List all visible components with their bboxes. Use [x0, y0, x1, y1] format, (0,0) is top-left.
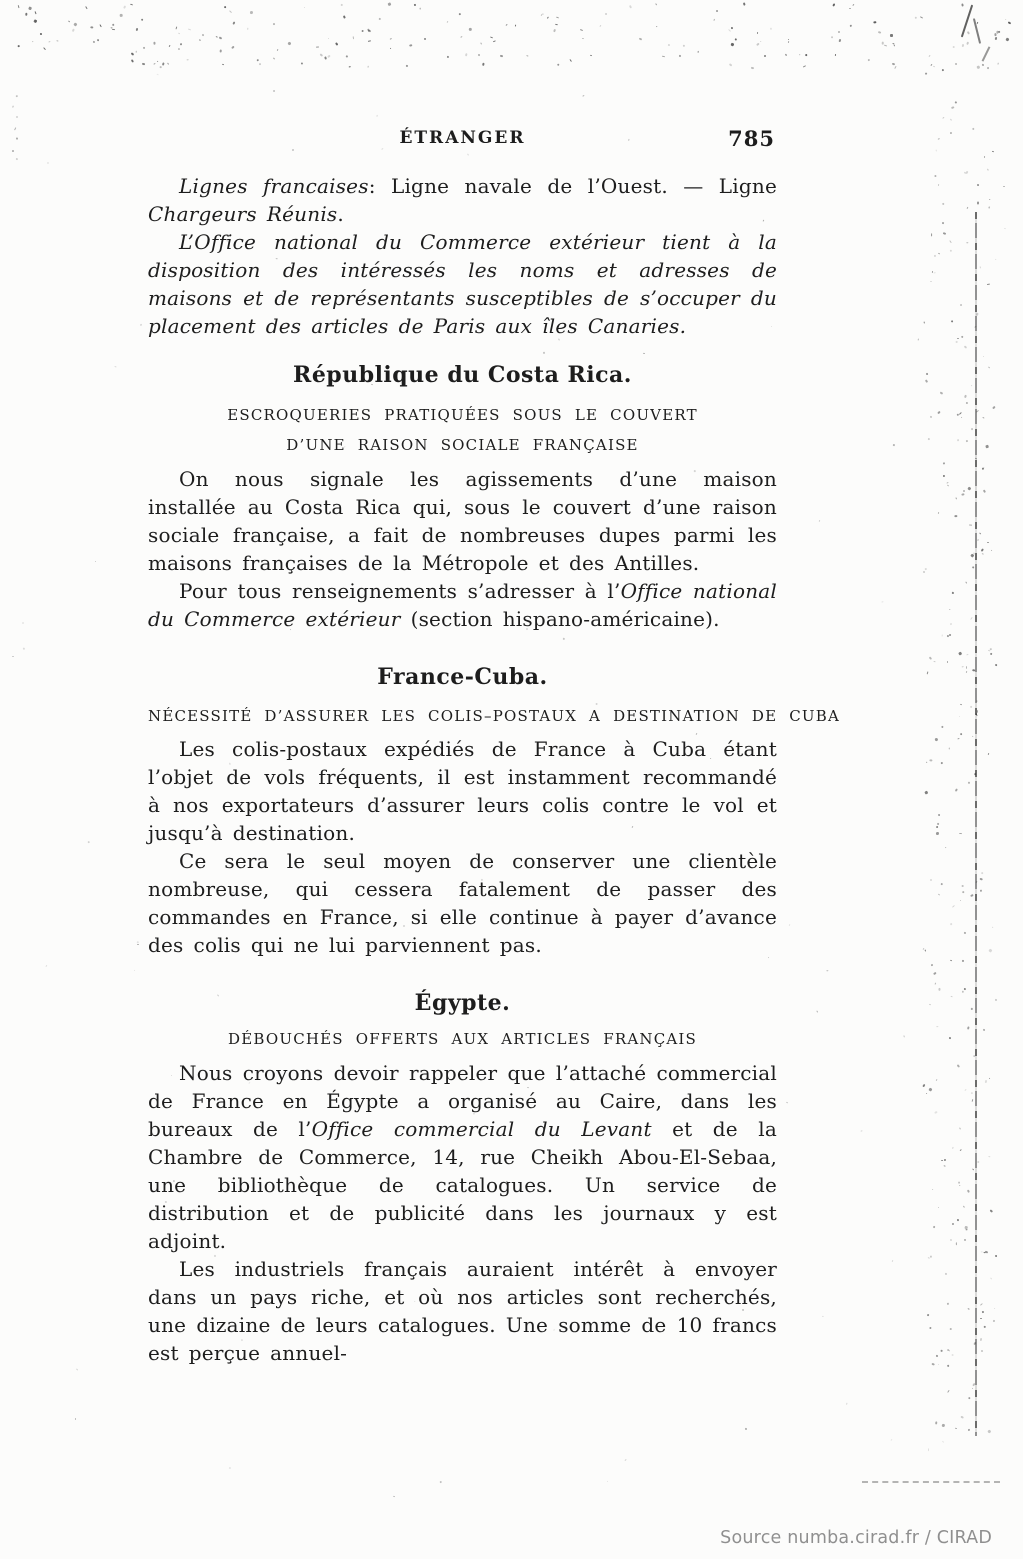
subheading-escroqueries-1: ESCROQUERIES PRATIQUÉES SOUS LE COUVERT [227, 406, 698, 424]
page-body [148, 172, 841, 1367]
scan-dashed-mark [862, 1481, 1000, 1483]
heading-costa-rica: République du Costa Rica. [293, 362, 632, 388]
running-head [148, 126, 777, 152]
scan-corner-mark [973, 18, 981, 44]
source-watermark: Source numba.cirad.fr / CIRAD [720, 1528, 992, 1548]
running-title: ÉTRANGER [399, 128, 526, 148]
subheading-escroqueries-2: D’UNE RAISON SOCIALE FRANÇAISE [286, 436, 639, 454]
heading-egypte: Égypte. [414, 990, 511, 1016]
para-les-industriels: Les industriels français auraient intérêt à envoyer dans un pays riche, et où nos articles sont recherchés, une dizaine de leurs catalogues. Une somme de 10 francs est perçue annuel- [148, 1257, 777, 1365]
scan-corner-mark [961, 5, 973, 38]
para-nous-croyons: Nous croyons devoir rappeler que l’attaché commercial de France en Égypte a organisé au Caire, dans les bureaux de l’Office commercial du Levant et de la Chambre de Commerce, 14, rue Cheikh Abou-El-Sebaa, une bibliothèque de catalogues. Un service de distribution et de publicité dans les journaux y est adjoint. [148, 1061, 777, 1253]
para-on-nous-signale: On nous signale les agissements d’une maison installée au Costa Rica qui, sous le couvert d’une raison sociale française, a fait de nombreuses dupes parmi les maisons françaises de la Métropole et des Antilles. [148, 467, 777, 575]
text-block [148, 126, 841, 1367]
scan-corner-mark [982, 46, 991, 61]
subheading-debouches: DÉBOUCHÉS OFFERTS AUX ARTICLES FRANÇAIS [227, 1030, 698, 1048]
para-pour-tous: Pour tous renseignements s’adresser à l’Office national du Commerce extérieur (section hispano-américaine). [148, 579, 777, 631]
subheading-necessite: NÉCESSITÉ D’ASSURER LES COLIS–POSTAUX A DESTINATION DE CUBA [148, 707, 841, 725]
para-ce-sera: Ce sera le seul moyen de conserver une clientèle nombreuse, qui cessera fatalement de passer des commandes en France, si elle continue à payer d’avance des colis qui ne lui parviennent pas. [148, 849, 777, 957]
para-office-national: L’Office national du Commerce extérieur tient à la disposition des intéressés les noms et adresses de maisons et de représentants susceptibles de s’occuper du placement des articles de Paris aux îles Canaries. [148, 230, 777, 338]
para-lignes-francaises: Lignes francaises: Ligne navale de l’Ouest. — Ligne Chargeurs Réunis. [148, 174, 777, 226]
page-number: 785 [728, 126, 775, 151]
scan-edge-line [975, 212, 977, 1436]
heading-france-cuba: France-Cuba. [377, 664, 548, 690]
para-les-colis: Les colis-postaux expédiés de France à Cuba étant l’objet de vols fréquents, il est instamment recommandé à nos exportateurs d’assurer leurs colis contre le vol et jusqu’à destination. [148, 737, 777, 845]
